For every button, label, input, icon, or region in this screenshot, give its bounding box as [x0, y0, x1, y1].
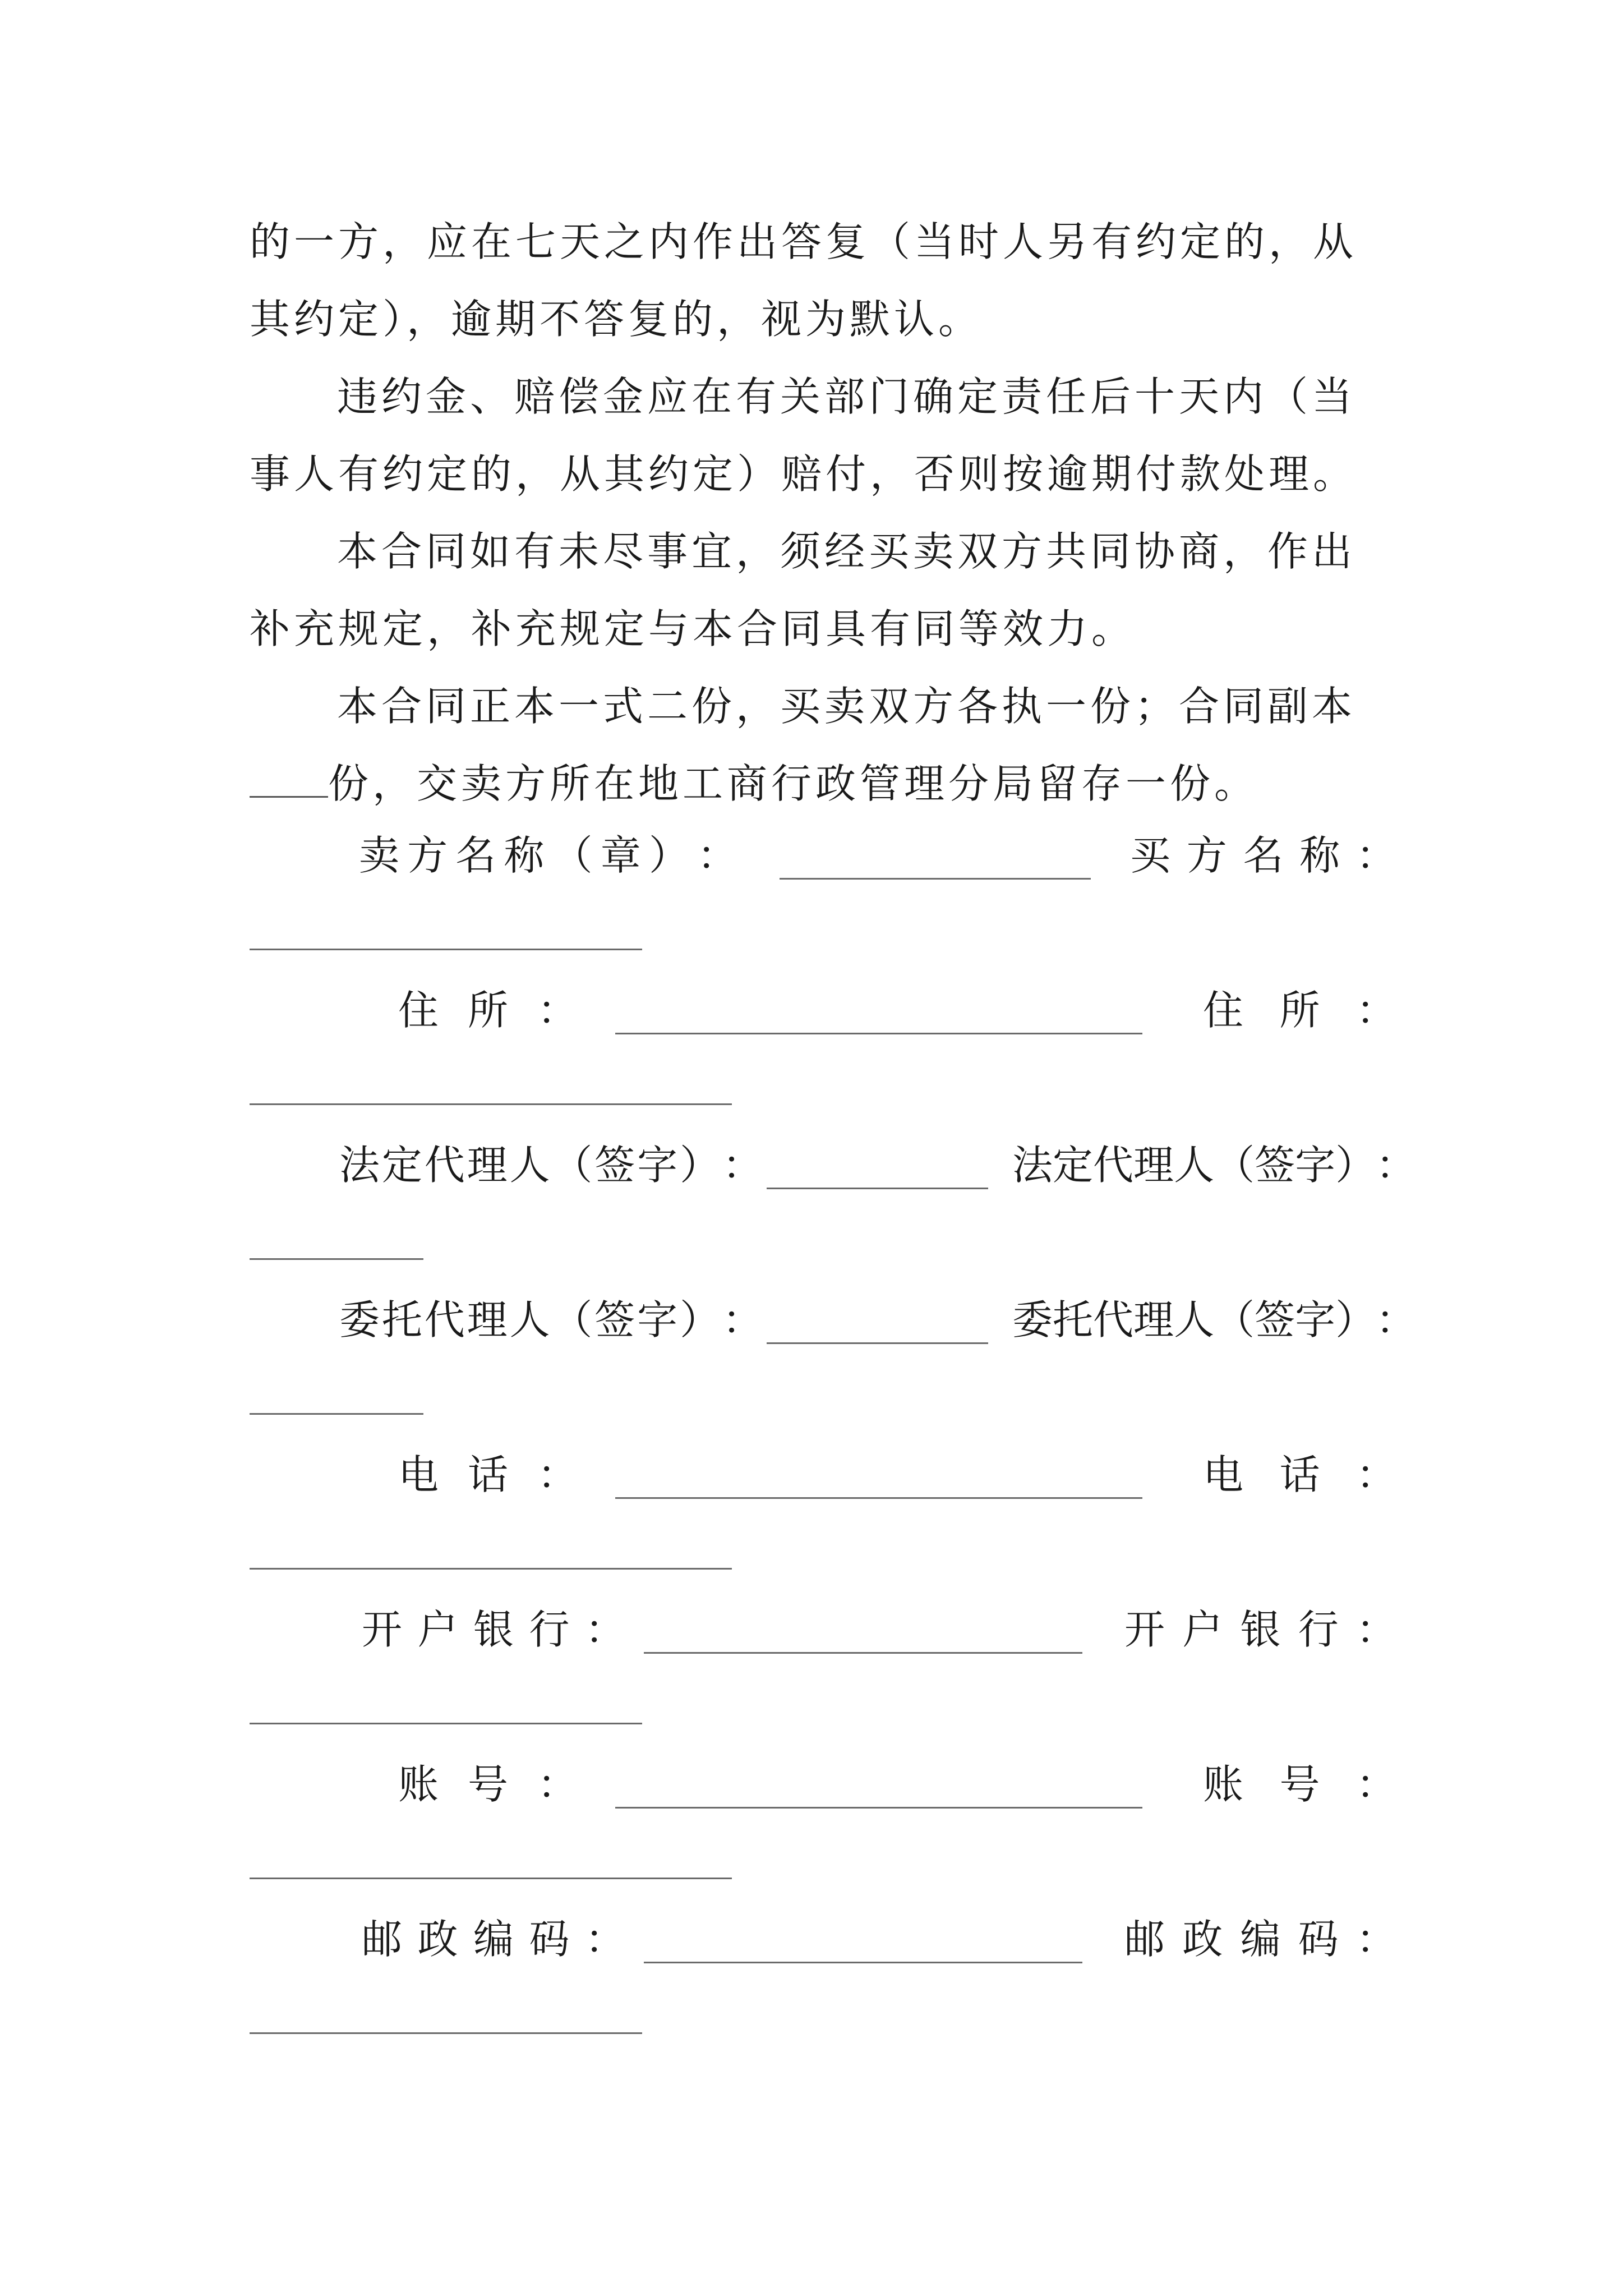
paragraph-copies: 本合同正本一式二份，买卖双方各执一份；合同副本份，交卖方所在地工商行政管理分局留存一份。 [250, 668, 1385, 822]
label-char: 签 [594, 1296, 635, 1343]
label-char: 代 [1093, 1296, 1134, 1343]
seller-bank-label [362, 1602, 625, 1658]
label-char: ） [680, 1296, 721, 1343]
label-char: 称 [1299, 832, 1340, 879]
label-char: 称 [504, 832, 545, 879]
buyer-name-blank[interactable] [250, 949, 642, 950]
seller-address-blank[interactable] [615, 1033, 1142, 1034]
label-char: （ [552, 1296, 593, 1343]
signature-row-address [250, 982, 1416, 1137]
label-char: ： [1355, 987, 1396, 1034]
label-char: 银 [473, 1606, 514, 1653]
label-char: ： [584, 1916, 625, 1963]
label-char: 号 [467, 1761, 508, 1808]
paragraph-reply-deadline: 的一方，应在七天之内作出答复（当时人另有约定的，从其约定），逾期不答复的，视为默认。 [250, 218, 1358, 343]
label-char: 方 [1186, 832, 1227, 879]
label-char: 人 [509, 1142, 550, 1189]
seller-address-label [398, 982, 578, 1038]
label-char: 编 [1240, 1916, 1281, 1963]
label-char: 政 [417, 1916, 458, 1963]
buyer-phone-label [1203, 1447, 1396, 1503]
paragraph-supplement: 本合同如有未尽事宜，须经买卖双方共同协商，作出补充规定，补充规定与本合同具有同等效力。 [250, 528, 1357, 652]
seller-postcode-blank[interactable] [644, 1962, 1082, 1963]
signature-row-account [250, 1756, 1416, 1911]
label-char: 所 [467, 987, 508, 1034]
label-char: 理 [467, 1142, 508, 1189]
seller-name-label [359, 827, 737, 884]
buyer-account-blank[interactable] [250, 1878, 732, 1879]
label-char: 话 [467, 1451, 508, 1498]
label-char: 托 [381, 1296, 422, 1343]
seller-agent-label [339, 1292, 763, 1348]
label-char: 开 [1124, 1606, 1165, 1653]
buyer-legal-rep-blank[interactable] [250, 1258, 423, 1260]
label-char: ） [648, 832, 689, 879]
label-char: 托 [1053, 1296, 1094, 1343]
label-char: 邮 [1124, 1916, 1165, 1963]
label-char: 代 [424, 1296, 465, 1343]
label-char: ： [537, 1451, 578, 1498]
label-char: 人 [509, 1296, 550, 1343]
label-char: 代 [424, 1142, 465, 1189]
seller-account-blank[interactable] [615, 1807, 1142, 1809]
label-char: 住 [398, 987, 439, 1034]
label-char: ： [1376, 1296, 1417, 1343]
buyer-agent-blank[interactable] [250, 1413, 423, 1415]
label-char: 户 [417, 1606, 458, 1653]
label-char: ： [722, 1142, 763, 1189]
buyer-account-label [1203, 1756, 1396, 1812]
label-char: ： [1355, 832, 1396, 879]
label-char: 人 [1174, 1296, 1215, 1343]
label-char: 编 [473, 1916, 514, 1963]
label-char: 方 [407, 832, 448, 879]
label-char: 字 [637, 1296, 678, 1343]
buyer-bank-label [1124, 1602, 1396, 1658]
label-char: 账 [1203, 1761, 1244, 1808]
label-char: ： [722, 1296, 763, 1343]
label-char: 码 [1298, 1916, 1339, 1963]
seller-phone-label [398, 1447, 578, 1503]
label-char: ） [1335, 1142, 1376, 1189]
label-char: 名 [455, 832, 496, 879]
signature-row-phone [250, 1447, 1416, 1602]
label-char: ： [1355, 1916, 1396, 1963]
label-char: ： [537, 987, 578, 1034]
label-char: 开 [362, 1606, 403, 1653]
signature-row-name [250, 827, 1416, 982]
seller-account-label [398, 1756, 578, 1812]
label-char: 章 [600, 832, 641, 879]
label-char: 理 [1133, 1142, 1174, 1189]
label-char: ： [1355, 1606, 1396, 1653]
buyer-legal-rep-label [1012, 1137, 1416, 1193]
label-char: 号 [1279, 1761, 1320, 1808]
seller-phone-blank[interactable] [615, 1497, 1142, 1499]
label-char: 电 [398, 1451, 439, 1498]
label-char: 码 [529, 1916, 570, 1963]
seller-bank-blank[interactable] [644, 1652, 1082, 1654]
label-char: 电 [1203, 1451, 1244, 1498]
label-char: （ [1214, 1296, 1255, 1343]
label-char: 买 [1130, 832, 1171, 879]
signature-row-agent [250, 1292, 1416, 1447]
label-char: 话 [1279, 1451, 1320, 1498]
label-char: （ [1214, 1142, 1255, 1189]
label-char: 银 [1240, 1606, 1281, 1653]
label-char: ： [537, 1761, 578, 1808]
label-char: 户 [1182, 1606, 1223, 1653]
seller-name-blank[interactable] [780, 878, 1091, 880]
buyer-agent-label [1012, 1292, 1416, 1348]
label-char: 签 [1255, 1296, 1295, 1343]
label-char: 定 [381, 1142, 422, 1189]
label-char: 行 [529, 1606, 570, 1653]
label-char: 字 [1295, 1296, 1336, 1343]
buyer-postcode-blank[interactable] [250, 2032, 642, 2034]
seller-agent-blank[interactable] [767, 1342, 988, 1344]
label-char: 签 [594, 1142, 635, 1189]
label-char: 政 [1182, 1916, 1223, 1963]
label-char: ： [1355, 1761, 1396, 1808]
label-char: 行 [1298, 1606, 1339, 1653]
buyer-name-label [1130, 827, 1396, 884]
label-char: 住 [1203, 987, 1244, 1034]
label-char: 字 [637, 1142, 678, 1189]
signature-row-bank [250, 1602, 1416, 1756]
seller-legal-rep-label [339, 1137, 763, 1193]
label-char: 邮 [362, 1916, 403, 1963]
label-char: 名 [1243, 832, 1284, 879]
seller-postcode-label [362, 1911, 625, 1967]
label-char: 理 [467, 1296, 508, 1343]
label-char: 签 [1255, 1142, 1295, 1189]
label-char: 代 [1093, 1142, 1134, 1189]
paragraph-penalty: 违约金、赔偿金应在有关部门确定责任后十天内（当事人有约定的，从其约定）赔付，否则按逾期付款处理。 [250, 373, 1358, 498]
label-char: ） [680, 1142, 721, 1189]
copies-count-blank[interactable] [250, 765, 328, 798]
label-char: 所 [1279, 987, 1320, 1034]
label-char: （ [552, 1142, 593, 1189]
buyer-phone-blank[interactable] [250, 1568, 732, 1570]
signature-row-legal-rep [250, 1137, 1416, 1292]
buyer-bank-blank[interactable] [250, 1723, 642, 1724]
label-char: 法 [339, 1142, 380, 1189]
buyer-postcode-label [1124, 1911, 1396, 1967]
signature-row-postcode [250, 1911, 1416, 2066]
buyer-address-blank[interactable] [250, 1103, 732, 1105]
label-char: 法 [1012, 1142, 1053, 1189]
label-char: ： [584, 1606, 625, 1653]
label-char: ） [1335, 1296, 1376, 1343]
label-char: 字 [1295, 1142, 1336, 1189]
label-char: 委 [1012, 1296, 1053, 1343]
label-char: （ [552, 832, 593, 879]
buyer-address-label [1203, 982, 1396, 1038]
label-char: ： [697, 832, 737, 879]
label-char: 人 [1174, 1142, 1215, 1189]
label-char: 账 [398, 1761, 439, 1808]
label-char: 理 [1133, 1296, 1174, 1343]
label-char: 卖 [359, 832, 400, 879]
seller-legal-rep-blank[interactable] [767, 1188, 988, 1189]
label-char: ： [1376, 1142, 1417, 1189]
label-char: ： [1355, 1451, 1396, 1498]
label-char: 委 [339, 1296, 380, 1343]
label-char: 定 [1053, 1142, 1094, 1189]
